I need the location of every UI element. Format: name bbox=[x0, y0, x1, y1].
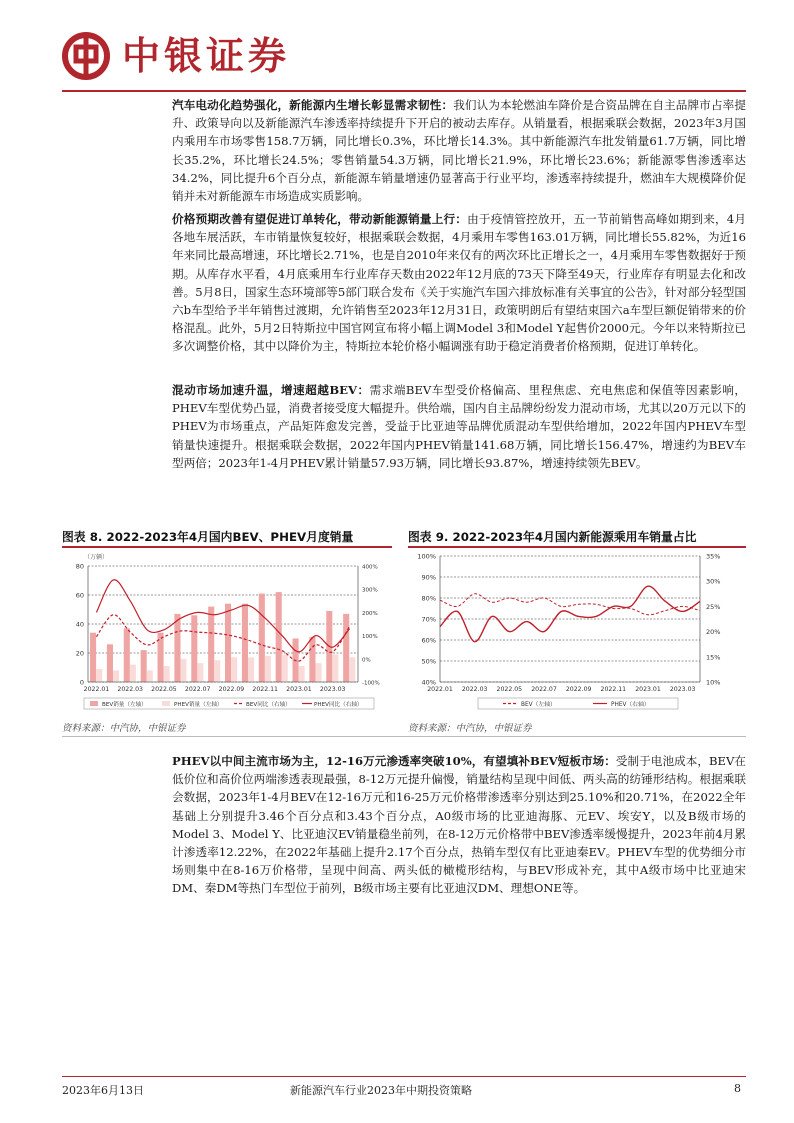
y-left-tick-label: 20 bbox=[75, 649, 84, 658]
y-left-tick-label: 70% bbox=[421, 615, 436, 624]
phev-bar bbox=[147, 670, 153, 682]
figure-9-title: 图表 9. 2022-2023年4月国内新能源乘用车销量占比 bbox=[408, 530, 697, 544]
y-left-tick-label: 80 bbox=[75, 562, 84, 571]
paragraph-3 bbox=[172, 381, 746, 472]
y-right-tick-label: 35% bbox=[706, 552, 721, 561]
paragraph-body: 我们认为本轮燃油车降价是合资品牌在自主品牌市占率提升、政策导向以及新能源汽车渗透率持续提升下开启的被动去库存。从销量看，根据乘联会数据，2023年3月国内乘用车市场零售158.7万辆，同比增长0.3%，环比增长14.3%。其中新能源汽车批发销量61.7万辆，同比增长35.2%，环比增长24.5%；零售销量54.3万辆，同比增长21.9%，环比增长23.6%；新能源零售渗透率达34.2%，同比提升6个百分点，新能源车销量增速仍显著高于行业平均，渗透率持续提升，燃油车大规模降价促销并未对新能源车市场造成实质影响。 bbox=[172, 98, 746, 204]
y-left-tick-label: 60% bbox=[421, 636, 436, 645]
phev-bar bbox=[282, 654, 288, 682]
y-right-tick-label: 20% bbox=[706, 628, 721, 637]
y-axis-unit-label: （万辆） bbox=[84, 554, 109, 561]
x-tick-label: 2023.03 bbox=[669, 686, 696, 693]
bev-bar bbox=[174, 614, 180, 682]
phev-bar bbox=[96, 669, 102, 682]
x-tick-label: 2022.01 bbox=[427, 686, 453, 693]
x-tick-label: 2022.05 bbox=[496, 686, 523, 693]
y-right-tick-label: 100% bbox=[362, 634, 378, 641]
legend-label: BEV销量（左轴） bbox=[102, 702, 147, 708]
phev-bar bbox=[349, 657, 355, 682]
footer-rule bbox=[62, 1076, 746, 1077]
phev-bar bbox=[130, 665, 136, 682]
bev-phev-monthly-sales-chart bbox=[62, 550, 392, 712]
bev-bar bbox=[225, 604, 231, 682]
figure-9-source: 资料来源：中汽协，中银证券 bbox=[408, 723, 532, 734]
phev-bar bbox=[231, 657, 237, 682]
y-left-tick-label: 0 bbox=[79, 678, 84, 687]
legend-label: BEV同比（右轴） bbox=[246, 702, 291, 708]
brand-name: 中银证券 bbox=[122, 34, 291, 78]
y-right-tick-label: 25% bbox=[706, 602, 721, 611]
paragraph-lead: 混动市场加速升温，增速超越BEV： bbox=[172, 383, 370, 397]
page-header bbox=[62, 28, 762, 88]
phev-bar bbox=[197, 663, 203, 682]
y-left-tick-label: 50% bbox=[421, 657, 436, 666]
y-left-tick-label: 40% bbox=[421, 678, 436, 687]
x-tick-label: 2022.03 bbox=[461, 686, 488, 693]
phev-share-line bbox=[440, 586, 700, 642]
y-right-tick-label: 400% bbox=[362, 564, 378, 571]
paragraph-lead: PHEV以中间主流市场为主，12-16万元渗透率突破10%，有望填补BEV短板市场： bbox=[172, 754, 616, 768]
y-left-tick-label: 40 bbox=[75, 620, 84, 629]
y-left-tick-label: 100% bbox=[417, 552, 436, 561]
bank-of-china-logo-icon bbox=[62, 32, 110, 80]
header-rule bbox=[62, 90, 746, 92]
figure-8-title: 图表 8. 2022-2023年4月国内BEV、PHEV月度销量 bbox=[62, 530, 354, 544]
y-right-tick-label: 15% bbox=[706, 653, 721, 662]
x-tick-label: 2023.03 bbox=[319, 686, 346, 693]
y-right-tick-label: 10% bbox=[706, 678, 721, 687]
bev-bar bbox=[343, 614, 349, 682]
bev-bar bbox=[208, 607, 214, 682]
footer-report-title: 新能源汽车行业2023年中期投资策略 bbox=[290, 1084, 472, 1097]
x-tick-label: 2022.11 bbox=[600, 686, 627, 693]
y-left-tick-label: 90% bbox=[421, 573, 436, 582]
y-left-tick-label: 80% bbox=[421, 594, 436, 603]
y-left-tick-label: 60 bbox=[75, 591, 84, 600]
paragraph-lead: 价格预期改善有望促进订单转化，带动新能源销量上行： bbox=[172, 212, 468, 226]
phev-bar bbox=[299, 666, 305, 682]
x-tick-label: 2023.01 bbox=[635, 686, 661, 693]
phev-bar bbox=[214, 660, 220, 682]
y-right-tick-label: -100% bbox=[362, 680, 380, 687]
y-right-tick-label: 0% bbox=[362, 657, 371, 664]
legend-swatch bbox=[162, 701, 170, 706]
y-right-tick-label: 300% bbox=[362, 587, 378, 594]
bev-bar bbox=[242, 604, 248, 682]
phev-bar bbox=[265, 656, 271, 682]
bev-bar bbox=[191, 615, 197, 682]
bev-bar bbox=[141, 650, 147, 682]
x-tick-label: 2022.07 bbox=[184, 686, 211, 693]
x-tick-label: 2022.09 bbox=[218, 686, 245, 693]
phev-bar bbox=[315, 663, 321, 682]
bev-bar bbox=[259, 594, 265, 682]
paragraph-4 bbox=[172, 752, 746, 898]
y-right-tick-label: 30% bbox=[706, 577, 721, 586]
nev-share-chart bbox=[408, 550, 746, 712]
bev-bar bbox=[276, 592, 282, 682]
legend-label: PHEV同比（右轴） bbox=[314, 702, 363, 708]
bev-bar bbox=[90, 633, 96, 682]
legend-label: PHEV（右轴） bbox=[611, 702, 650, 708]
x-tick-label: 2022.05 bbox=[151, 686, 177, 693]
figure-8-source: 资料来源：中汽协，中银证券 bbox=[62, 723, 186, 734]
phev-bar bbox=[113, 670, 119, 682]
bev-bar bbox=[309, 637, 315, 682]
figure-bottom-rule bbox=[62, 736, 746, 737]
paragraph-lead: 汽车电动化趋势强化，新能源内生增长彰显需求韧性： bbox=[172, 98, 454, 112]
figure-8-title-rule bbox=[62, 546, 392, 548]
paragraph-2 bbox=[172, 210, 746, 356]
x-tick-label: 2022.03 bbox=[117, 686, 143, 693]
paragraph-body: 由于疫情管控放开，五一节前销售高峰如期到来，4月各地车展活跃，车市销量恢复较好，根据乘联会数据，4月乘用车零售163.01万辆，同比增长55.82%，为近16年来同比最高增速，环比增长2.71%，也是自2010年来仅有的两次环比正增长之一，4月乘用车零售数据好于预期。从库存水平看，4月底乘用车行业库存天数由2022年12月底的73天下降至49天，行业库存有明显去化和改善。5月8日，国家生态环境部等5部门联合发布《关于实施汽车国六排放标准有关事宜的公告》，针对部分轻型国六b车型给予半年销售过渡期，允许销售至2023年12月31日，政策明朗后有望结束国六a车型巨额促销带来的价格混乱。此外，5月2日特斯拉中国官网宣布将小幅上调Model 3和Model Y起售价2000元。今年以来特斯拉已多次调整价格，其中以降价为主，特斯拉本轮价格小幅调涨有助于稳定消费者价格预期，促进订单转化。 bbox=[172, 212, 746, 354]
legend-label: BEV（左轴） bbox=[521, 702, 556, 708]
x-tick-label: 2023.01 bbox=[286, 686, 312, 693]
figure-9-title-rule bbox=[408, 546, 746, 548]
legend-label: PHEV销量（左轴） bbox=[174, 702, 223, 708]
paragraph-body: 受制于电池成本，BEV在低价位和高价位两端渗透表现最强，8-12万元提升偏慢，销量结构呈现中间低、两头高的纺锤形结构。根据乘联会数据，2023年1-4月BEV在12-16万元和16-25万元价格带渗透率分别达到25.10%和20.71%，在2022全年基础上分别提升3.46个百分点和3.43个百分点，A0级市场的比亚迪海豚、元EV、埃安Y，以及B级市场的Model 3、Model Y、比亚迪汉EV销量稳坐前列，在8-12万元价格带中BEV渗透率缓慢提升，2023年前4月累计渗透率12.22%，在2022年基础上提升2.17个百分点，热销车型仅有比亚迪秦EV。PHEV车型的优势细分市场则集中在8-16万价格带，呈现中间高、两头低的橄榄形结构，与BEV形成补充，其中A级市场中比亚迪宋DM、秦DM等热门车型位于前列，B级市场主要有比亚迪汉DM、理想ONE等。 bbox=[172, 754, 747, 896]
phev-bar bbox=[164, 666, 170, 682]
footer-page-number: 8 bbox=[734, 1082, 741, 1095]
bev-bar bbox=[124, 628, 130, 682]
x-tick-label: 2022.07 bbox=[531, 686, 557, 693]
legend-swatch bbox=[90, 701, 98, 706]
phev-bar bbox=[180, 659, 186, 682]
bev-bar bbox=[107, 644, 113, 682]
footer-date: 2023年6月13日 bbox=[62, 1084, 144, 1097]
x-tick-label: 2022.09 bbox=[565, 686, 592, 693]
paragraph-1 bbox=[172, 96, 746, 205]
x-tick-label: 2022.01 bbox=[83, 686, 110, 693]
x-tick-label: 2022.11 bbox=[252, 686, 278, 693]
y-right-tick-label: 200% bbox=[362, 610, 378, 617]
paragraph-body: 需求端BEV车型受价格偏高、里程焦虑、充电焦虑和保值等因素影响，PHEV车型优势凸显，消费者接受度大幅提升。供给端，国内自主品牌纷纷发力混动市场，尤其以20万元以下的PHEV为市场重点，产品矩阵愈发完善，受益于比亚迪等品牌优质混动车型供给增加，2022年国内PHEV车型销量快速提升。根据乘联会数据，2022年国内PHEV销量141.68万辆，同比增长156.47%，增速约为BEV车型两倍；2023年1-4月PHEV累计销量57.93万辆，同比增长93.87%，增速持续领先BEV。 bbox=[172, 383, 746, 470]
phev-bar bbox=[332, 654, 338, 682]
phev-bar bbox=[248, 657, 254, 682]
